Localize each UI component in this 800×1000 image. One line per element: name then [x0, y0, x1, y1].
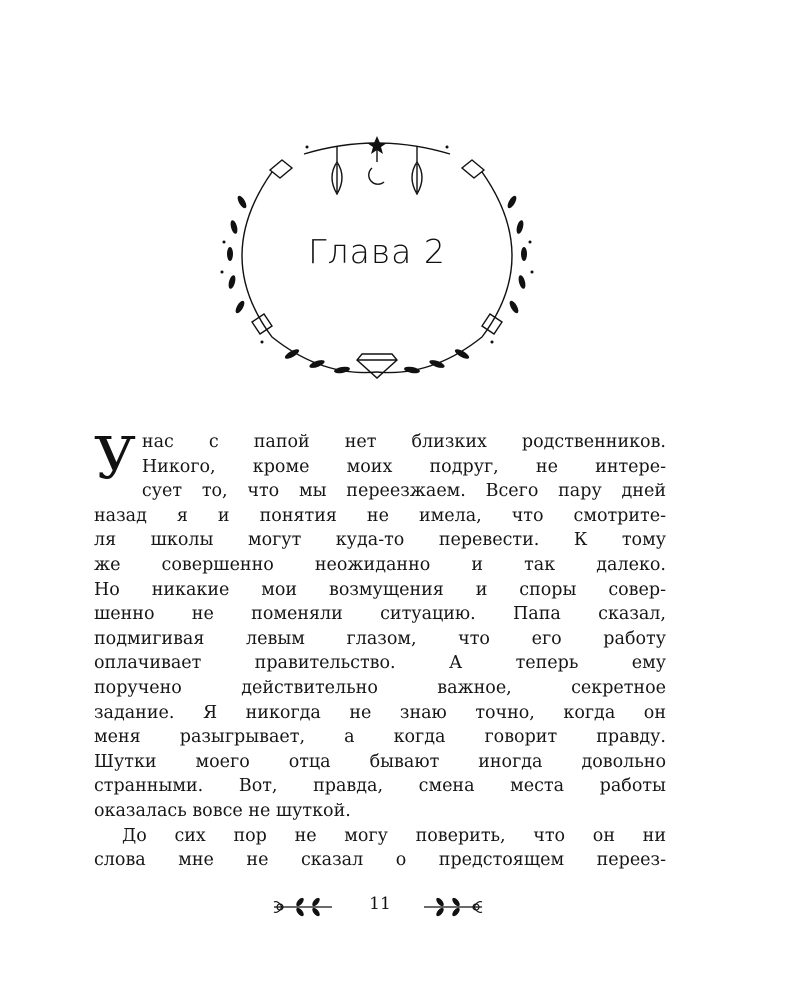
text-line: назад я и понятия не имела, что смотрите-: [94, 505, 666, 526]
text-line: подмигивая левым глазом, что его работу: [94, 628, 666, 649]
text-line: задание. Я никогда не знаю точно, когда он: [94, 702, 666, 723]
text-line: Но никакие мои возмущения и споры совер-: [94, 579, 666, 600]
page-number: 11: [369, 894, 391, 914]
text-line: странными. Вот, правда, смена места работы: [94, 776, 666, 797]
text-line: поручено действительно важное, секретное: [94, 677, 666, 698]
text-line: шенно не поменяли ситуацию. Папа сказал,: [94, 604, 666, 625]
text-line: нас с папой нет близких родственников.: [141, 432, 666, 452]
text-line: Никого, кроме моих подруг, не интере-: [141, 456, 666, 477]
text-line: До сих пор не могу поверить, что он ни: [122, 825, 666, 846]
text-line: меня разыгрывает, а когда говорит правду.: [94, 727, 666, 748]
text-line: ля школы могут куда-то перевести. К тому: [94, 530, 666, 551]
body-text: [94, 424, 666, 873]
chapter-title: Глава 2: [308, 232, 446, 271]
text-line: Шутки моего отца бывают иногда довольно: [94, 751, 666, 772]
page-footer: [270, 892, 490, 922]
drop-cap: У: [94, 424, 136, 492]
text-line: слова мне не сказал о предстоящем переез-: [94, 850, 666, 871]
text-line: сует то, что мы переезжаем. Всего пару дней: [141, 481, 666, 502]
text-line: оплачивает правительство. А теперь ему: [94, 653, 666, 674]
text-line: же совершенно неожиданно и так далеко.: [94, 554, 666, 575]
text-line: оказалась вовсе не шуткой.: [94, 800, 351, 821]
right-branch-ornament-icon: [422, 896, 484, 918]
